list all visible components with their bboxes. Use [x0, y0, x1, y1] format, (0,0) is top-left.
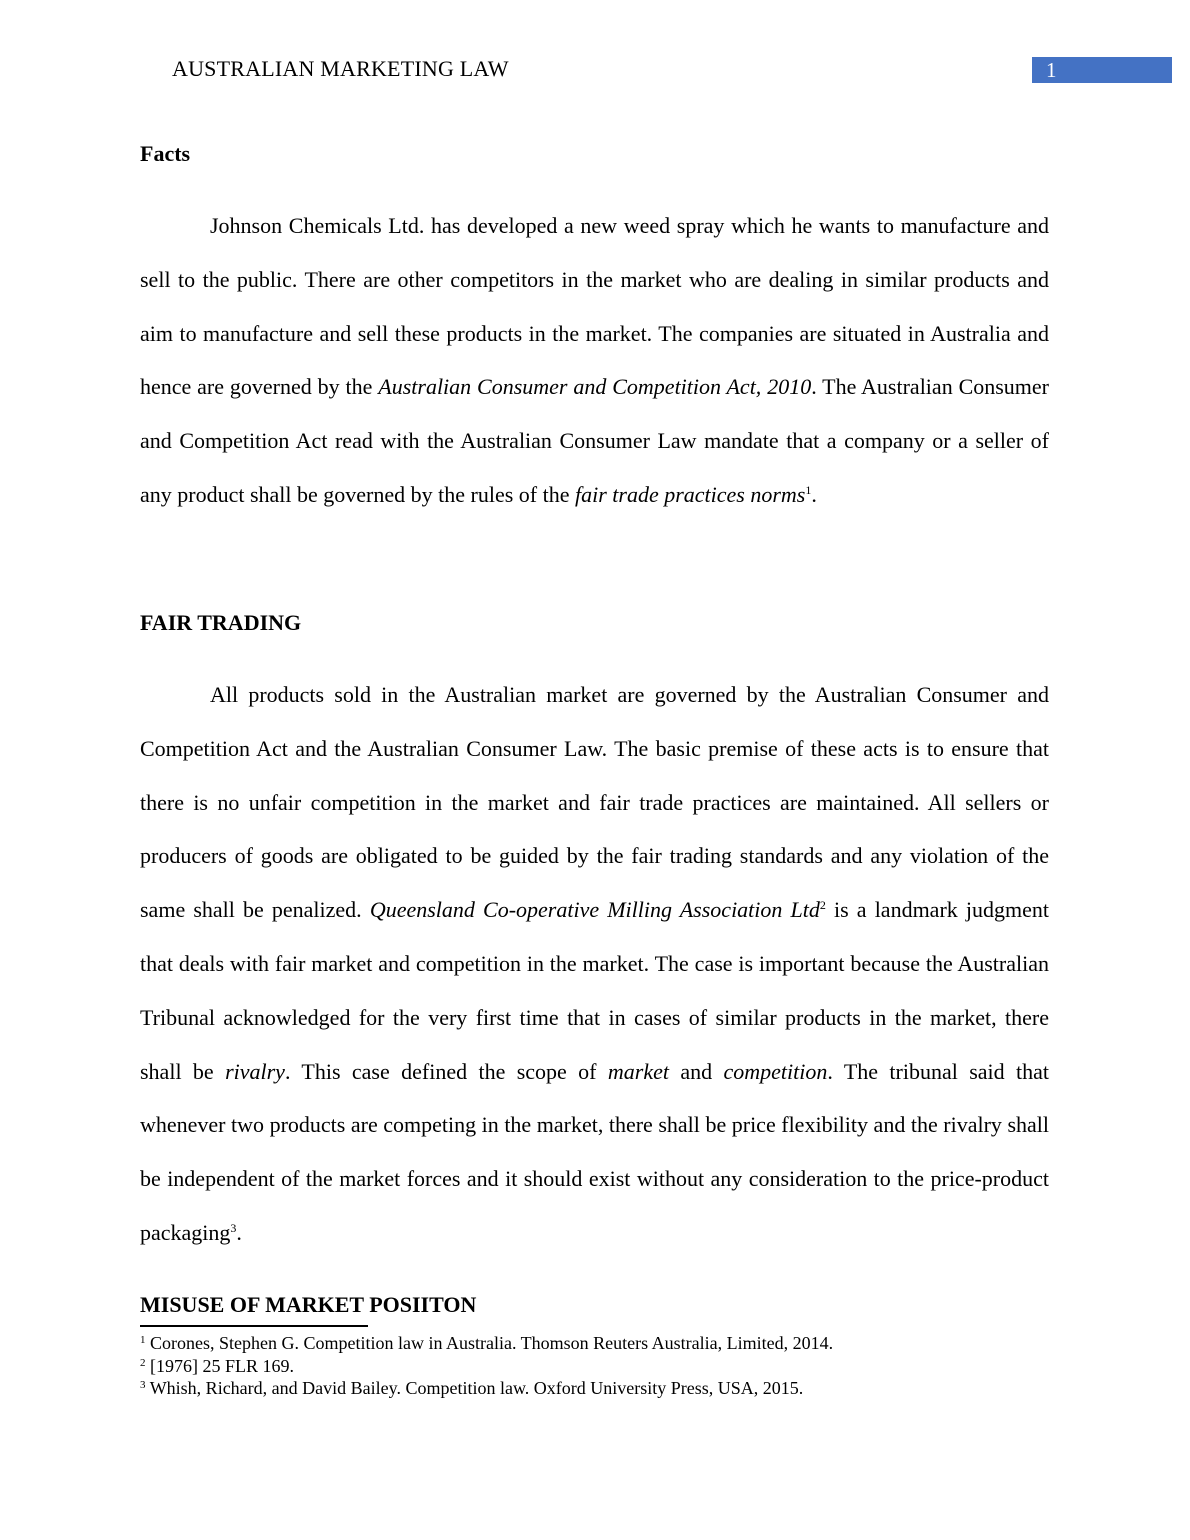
heading-misuse-market-position: MISUSE OF MARKET POSIITON	[140, 1292, 477, 1317]
heading-facts: Facts	[140, 141, 191, 166]
page-number: 1	[1046, 58, 1057, 82]
heading-fair-trading: FAIR TRADING	[140, 610, 302, 635]
page-number-badge	[1032, 57, 1172, 83]
paragraph-facts: Johnson Chemicals Ltd. has developed a new weed spray which he wants to manufacture and sell to the public. There are other competitors in the market who are dealing in similar products and aim to manufacture and sell these products in the market. The companies are situated in Australia and hence are governed by the Australian Consumer and Competition Act, 2010. The Australian Consumer and Competition Act read with the Australian Consumer Law mandate that a company or a seller of any product shall be governed by the rules of the fair trade practices norms$^1$.	[140, 213, 1050, 507]
footnote-ref-3: 3	[230, 1220, 237, 1235]
footnote-3: $^3$ Whish, Richard, and David Bailey. Competition law. Oxford University Press, USA, 2015.	[140, 1378, 804, 1398]
paragraph-fair-trading: All products sold in the Australian market are governed by the Australian Consumer and Competition Act and the Australian Consumer Law. The basic premise of these acts is to ensure that there is no unfair competition in the market and fair trade practices are maintained. All sellers or producers of goods are obligated to be guided by the fair trading standards and any violation of the same shall be penalized. Queensland Co-operative Milling Association Ltd$^2$ is a landmark judgment that deals with fair market and competition in the market. The case is important because the Australian Tribunal acknowledged for the very first time that in cases of similar products in the market, there shall be rivalry. This case defined the scope of market and competition. The tribunal said that whenever two products are competing in the market, there shall be price flexibility and the rivalry shall be independent of the market forces and it should exist without any consideration to the price-product packaging$^3$.	[140, 682, 1049, 1245]
footnote-1: $^1$ Corones, Stephen G. Competition law in Australia. Thomson Reuters Australia, Limited, 2014.	[140, 1333, 834, 1353]
footnote-separator	[140, 1325, 368, 1327]
footnote-ref-2: 2	[819, 898, 826, 913]
footnote-ref-1: 1	[805, 482, 812, 497]
footnotes	[140, 1332, 833, 1400]
footnote-2: $^2$ [1976] 25 FLR 169.	[140, 1355, 294, 1376]
running-header: AUSTRALIAN MARKETING LAW	[172, 56, 509, 81]
